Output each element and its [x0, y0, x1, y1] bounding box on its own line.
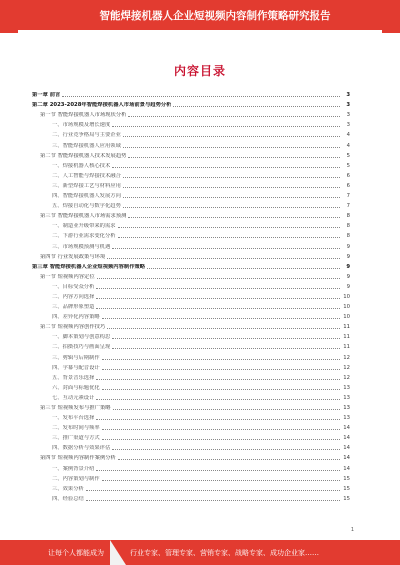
- toc-entry-page: 8: [346, 223, 350, 230]
- toc-entry[interactable]: [32, 421, 350, 431]
- toc-entry-text: 四、字幕与配音设计: [52, 364, 100, 371]
- toc-entry-text: 第一章 前言: [32, 92, 61, 99]
- toc-dot-leader: [97, 277, 340, 279]
- toc-dot-leader: [96, 418, 340, 420]
- toc-entry[interactable]: [32, 461, 350, 471]
- toc-entry[interactable]: [32, 250, 350, 260]
- toc-entry[interactable]: [32, 492, 350, 502]
- toc-entry[interactable]: [32, 149, 350, 159]
- toc-entry[interactable]: [32, 88, 350, 98]
- toc-entry[interactable]: [32, 229, 350, 239]
- footer-slogan: 让每个人都能成为: [48, 549, 104, 557]
- toc-dot-leader: [102, 438, 340, 440]
- toc-entry-text: 二、拍摄技巧与画面呈现: [52, 344, 111, 351]
- toc-entry-text: 二、人工智能与焊接技术融合: [52, 172, 121, 179]
- toc-entry[interactable]: [32, 98, 350, 108]
- toc-entry-page: 11: [343, 324, 350, 331]
- toc-entry-page: 14: [343, 425, 350, 432]
- toc-entry[interactable]: [32, 138, 350, 148]
- toc-entry-text: 六、封面与标题优化: [52, 384, 100, 391]
- toc-entry-text: 四、智能焊接机器人发展方向: [52, 193, 121, 200]
- toc-entry-page: 12: [343, 364, 350, 371]
- toc-title: 内容目录: [173, 64, 226, 78]
- toc-entry-text: 第三节 智能焊接机器人市场需求预测: [40, 213, 127, 220]
- toc-entry-page: 8: [346, 213, 350, 220]
- toc-entry[interactable]: [32, 361, 350, 371]
- toc-dot-leader: [147, 267, 340, 269]
- toc-dot-leader: [113, 408, 340, 410]
- toc-entry[interactable]: [32, 472, 350, 482]
- toc-entry-text: 二、发布时间与频率: [52, 425, 100, 432]
- toc-entry[interactable]: [32, 108, 350, 118]
- toc-entry-page: 7: [346, 193, 350, 200]
- toc-entry-page: 9: [346, 253, 350, 260]
- toc-dot-leader: [102, 358, 340, 360]
- toc-entry-text: 五、背景音乐选择: [52, 374, 95, 381]
- toc-entry[interactable]: [32, 260, 350, 270]
- toc-entry-page: 6: [346, 172, 350, 179]
- toc-entry-page: 7: [346, 203, 350, 210]
- toc-entry-page: 8: [346, 233, 350, 240]
- toc-entry-page: 12: [343, 354, 350, 361]
- toc-entry[interactable]: [32, 159, 350, 169]
- toc-dot-leader: [123, 186, 340, 188]
- toc-dot-leader: [112, 125, 340, 127]
- toc-dot-leader: [112, 337, 340, 339]
- toc-dot-leader: [112, 247, 340, 249]
- toc-entry[interactable]: [32, 451, 350, 461]
- toc-entry-text: 一、脚本策划与创意构思: [52, 334, 111, 341]
- toc-entry[interactable]: [32, 189, 350, 199]
- toc-entry-text: 三、智能焊接机器人应用领域: [52, 142, 121, 149]
- toc-entry[interactable]: [32, 391, 350, 401]
- toc-entry[interactable]: [32, 401, 350, 411]
- toc-entry-text: 第二节 短视频内容创作技巧: [40, 324, 106, 331]
- toc-entry-text: 第一节 短视频内容定位: [40, 273, 95, 280]
- toc-entry-page: 9: [346, 243, 350, 250]
- footer-tagline: 行业专家、管理专家、营销专家、战略专家、成功企业家……: [130, 549, 319, 557]
- toc-entry-page: 9: [346, 263, 350, 270]
- toc-entry[interactable]: [32, 381, 350, 391]
- toc-dot-leader: [118, 226, 340, 228]
- toc-dot-leader: [107, 327, 340, 329]
- toc-dot-leader: [96, 307, 340, 309]
- toc-entry-text: 四、经验总结: [52, 495, 84, 502]
- toc-list: [32, 88, 350, 502]
- toc-dot-leader: [123, 176, 340, 178]
- toc-entry-page: 14: [343, 465, 350, 472]
- header-stripe-right: [382, 30, 400, 33]
- toc-dot-leader: [118, 236, 340, 238]
- toc-entry[interactable]: [32, 320, 350, 330]
- toc-entry[interactable]: [32, 300, 350, 310]
- toc-entry[interactable]: [32, 290, 350, 300]
- toc-entry-page: 5: [346, 152, 350, 159]
- toc-dot-leader: [112, 347, 340, 349]
- toc-entry-text: 三、剪辑与后期制作: [52, 354, 100, 361]
- toc-entry[interactable]: [32, 330, 350, 340]
- toc-entry-text: 三、品牌形象塑造: [52, 304, 95, 311]
- toc-entry[interactable]: [32, 239, 350, 249]
- toc-entry-page: 13: [343, 384, 350, 391]
- toc-dot-leader: [123, 206, 340, 208]
- document-page: [28, 44, 372, 532]
- toc-entry[interactable]: [32, 431, 350, 441]
- toc-entry-page: 10: [343, 293, 350, 300]
- toc-entry[interactable]: [32, 340, 350, 350]
- toc-entry-page: 3: [346, 102, 350, 109]
- toc-entry-text: 三、市场规模预测与机遇: [52, 243, 111, 250]
- toc-entry[interactable]: [32, 199, 350, 209]
- toc-entry-text: 二、内容策划与制作: [52, 475, 100, 482]
- toc-entry-text: 第二节 智能焊接机器人技术发展趋势: [40, 152, 127, 159]
- toc-entry-text: 四、数据分析与效果评估: [52, 445, 111, 452]
- report-title: 智能焊接机器人企业短视频内容制作策略研究报告: [99, 10, 331, 22]
- toc-entry[interactable]: [32, 128, 350, 138]
- toc-dot-leader: [112, 166, 340, 168]
- toc-entry-page: 15: [343, 495, 350, 502]
- toc-entry-page: 3: [346, 92, 350, 99]
- toc-dot-leader: [107, 257, 340, 259]
- toc-entry-text: 四、差异化内容策略: [52, 314, 100, 321]
- toc-entry-text: 七、互动元素设计: [52, 394, 95, 401]
- toc-entry-text: 三、新型焊接工艺与材料应用: [52, 182, 121, 189]
- toc-entry-text: 二、内容方向选择: [52, 293, 95, 300]
- toc-entry-text: 一、案例背景介绍: [52, 465, 95, 472]
- toc-entry-text: 一、制造业升级带来的需求: [52, 223, 116, 230]
- toc-dot-leader: [86, 499, 340, 501]
- toc-entry[interactable]: [32, 270, 350, 280]
- toc-entry-text: 二、行业竞争格局与主要企业: [52, 132, 121, 139]
- toc-entry-page: 15: [343, 485, 350, 492]
- toc-entry-text: 一、市场规模及增长速度: [52, 122, 111, 129]
- toc-entry-text: 三、效果分析: [52, 485, 84, 492]
- toc-entry-page: 9: [346, 273, 350, 280]
- toc-dot-leader: [123, 146, 340, 148]
- toc-entry-page: 3: [346, 112, 350, 119]
- toc-dot-leader: [102, 479, 340, 481]
- toc-entry[interactable]: [32, 280, 350, 290]
- toc-entry-text: 一、目标受众分析: [52, 283, 95, 290]
- toc-entry[interactable]: [32, 441, 350, 451]
- toc-dot-leader: [86, 489, 340, 491]
- toc-entry-page: 13: [343, 415, 350, 422]
- toc-dot-leader: [173, 105, 340, 107]
- toc-entry[interactable]: [32, 310, 350, 320]
- toc-entry-page: 9: [346, 283, 350, 290]
- toc-entry-text: 第四节 短视频内容制作案例分析: [40, 455, 116, 462]
- toc-entry-page: 11: [343, 334, 350, 341]
- toc-entry[interactable]: [32, 371, 350, 381]
- toc-entry[interactable]: [32, 179, 350, 189]
- toc-entry-page: 15: [343, 475, 350, 482]
- toc-entry-page: 12: [343, 374, 350, 381]
- toc-entry-text: 第三章 智能焊接机器人企业短视频内容制作策略: [32, 263, 146, 270]
- toc-dot-leader: [112, 448, 340, 450]
- toc-dot-leader: [102, 368, 340, 370]
- toc-entry-page: 4: [346, 132, 350, 139]
- toc-dot-leader: [102, 388, 340, 390]
- toc-entry-page: 14: [343, 455, 350, 462]
- toc-dot-leader: [62, 95, 340, 97]
- toc-entry[interactable]: [32, 219, 350, 229]
- toc-entry-page: 3: [346, 122, 350, 129]
- toc-dot-leader: [123, 135, 340, 137]
- toc-dot-leader: [128, 216, 340, 218]
- toc-entry-page: 14: [343, 435, 350, 442]
- toc-entry[interactable]: [32, 118, 350, 128]
- toc-dot-leader: [96, 469, 340, 471]
- toc-entry-page: 4: [346, 142, 350, 149]
- toc-dot-leader: [118, 458, 340, 460]
- toc-entry-text: 第二章 2023-2028年智能焊接机器人市场前景与趋势分析: [32, 102, 172, 109]
- toc-entry-page: 14: [343, 445, 350, 452]
- toc-entry[interactable]: [32, 411, 350, 421]
- toc-dot-leader: [102, 317, 340, 319]
- toc-dot-leader: [128, 156, 340, 158]
- toc-entry-page: 13: [343, 394, 350, 401]
- toc-entry-page: 6: [346, 182, 350, 189]
- toc-entry[interactable]: [32, 350, 350, 360]
- toc-entry[interactable]: [32, 482, 350, 492]
- toc-entry-text: 三、推广渠道与方式: [52, 435, 100, 442]
- toc-dot-leader: [96, 287, 340, 289]
- toc-entry[interactable]: [32, 209, 350, 219]
- toc-entry-page: 11: [343, 344, 350, 351]
- header-stripe-left: [0, 30, 18, 33]
- toc-entry-page: 13: [343, 405, 350, 411]
- toc-entry-text: 一、焊接机器人核心技术: [52, 162, 111, 169]
- toc-entry-text: 一、发布平台选择: [52, 415, 95, 422]
- toc-dot-leader: [128, 115, 340, 117]
- toc-entry-page: 10: [343, 304, 350, 311]
- toc-entry-text: 五、焊接自动化与数字化趋势: [52, 203, 121, 210]
- toc-entry-text: 二、下游行业需求变化分析: [52, 233, 116, 240]
- toc-dot-leader: [123, 196, 340, 198]
- toc-dot-leader: [102, 428, 340, 430]
- toc-entry-text: 第三节 短视频发布与推广策略: [40, 405, 111, 411]
- toc-dot-leader: [96, 398, 340, 400]
- toc-entry-text: 第一节 智能焊接机器人市场现状分析: [40, 112, 127, 119]
- toc-entry-page: 10: [343, 314, 350, 321]
- page-number: 1: [350, 527, 354, 533]
- toc-dot-leader: [96, 297, 340, 299]
- toc-entry[interactable]: [32, 169, 350, 179]
- toc-dot-leader: [96, 378, 340, 380]
- toc-entry-page: 5: [346, 162, 350, 169]
- toc-entry-text: 第四节 行业发展政策与环境: [40, 253, 106, 260]
